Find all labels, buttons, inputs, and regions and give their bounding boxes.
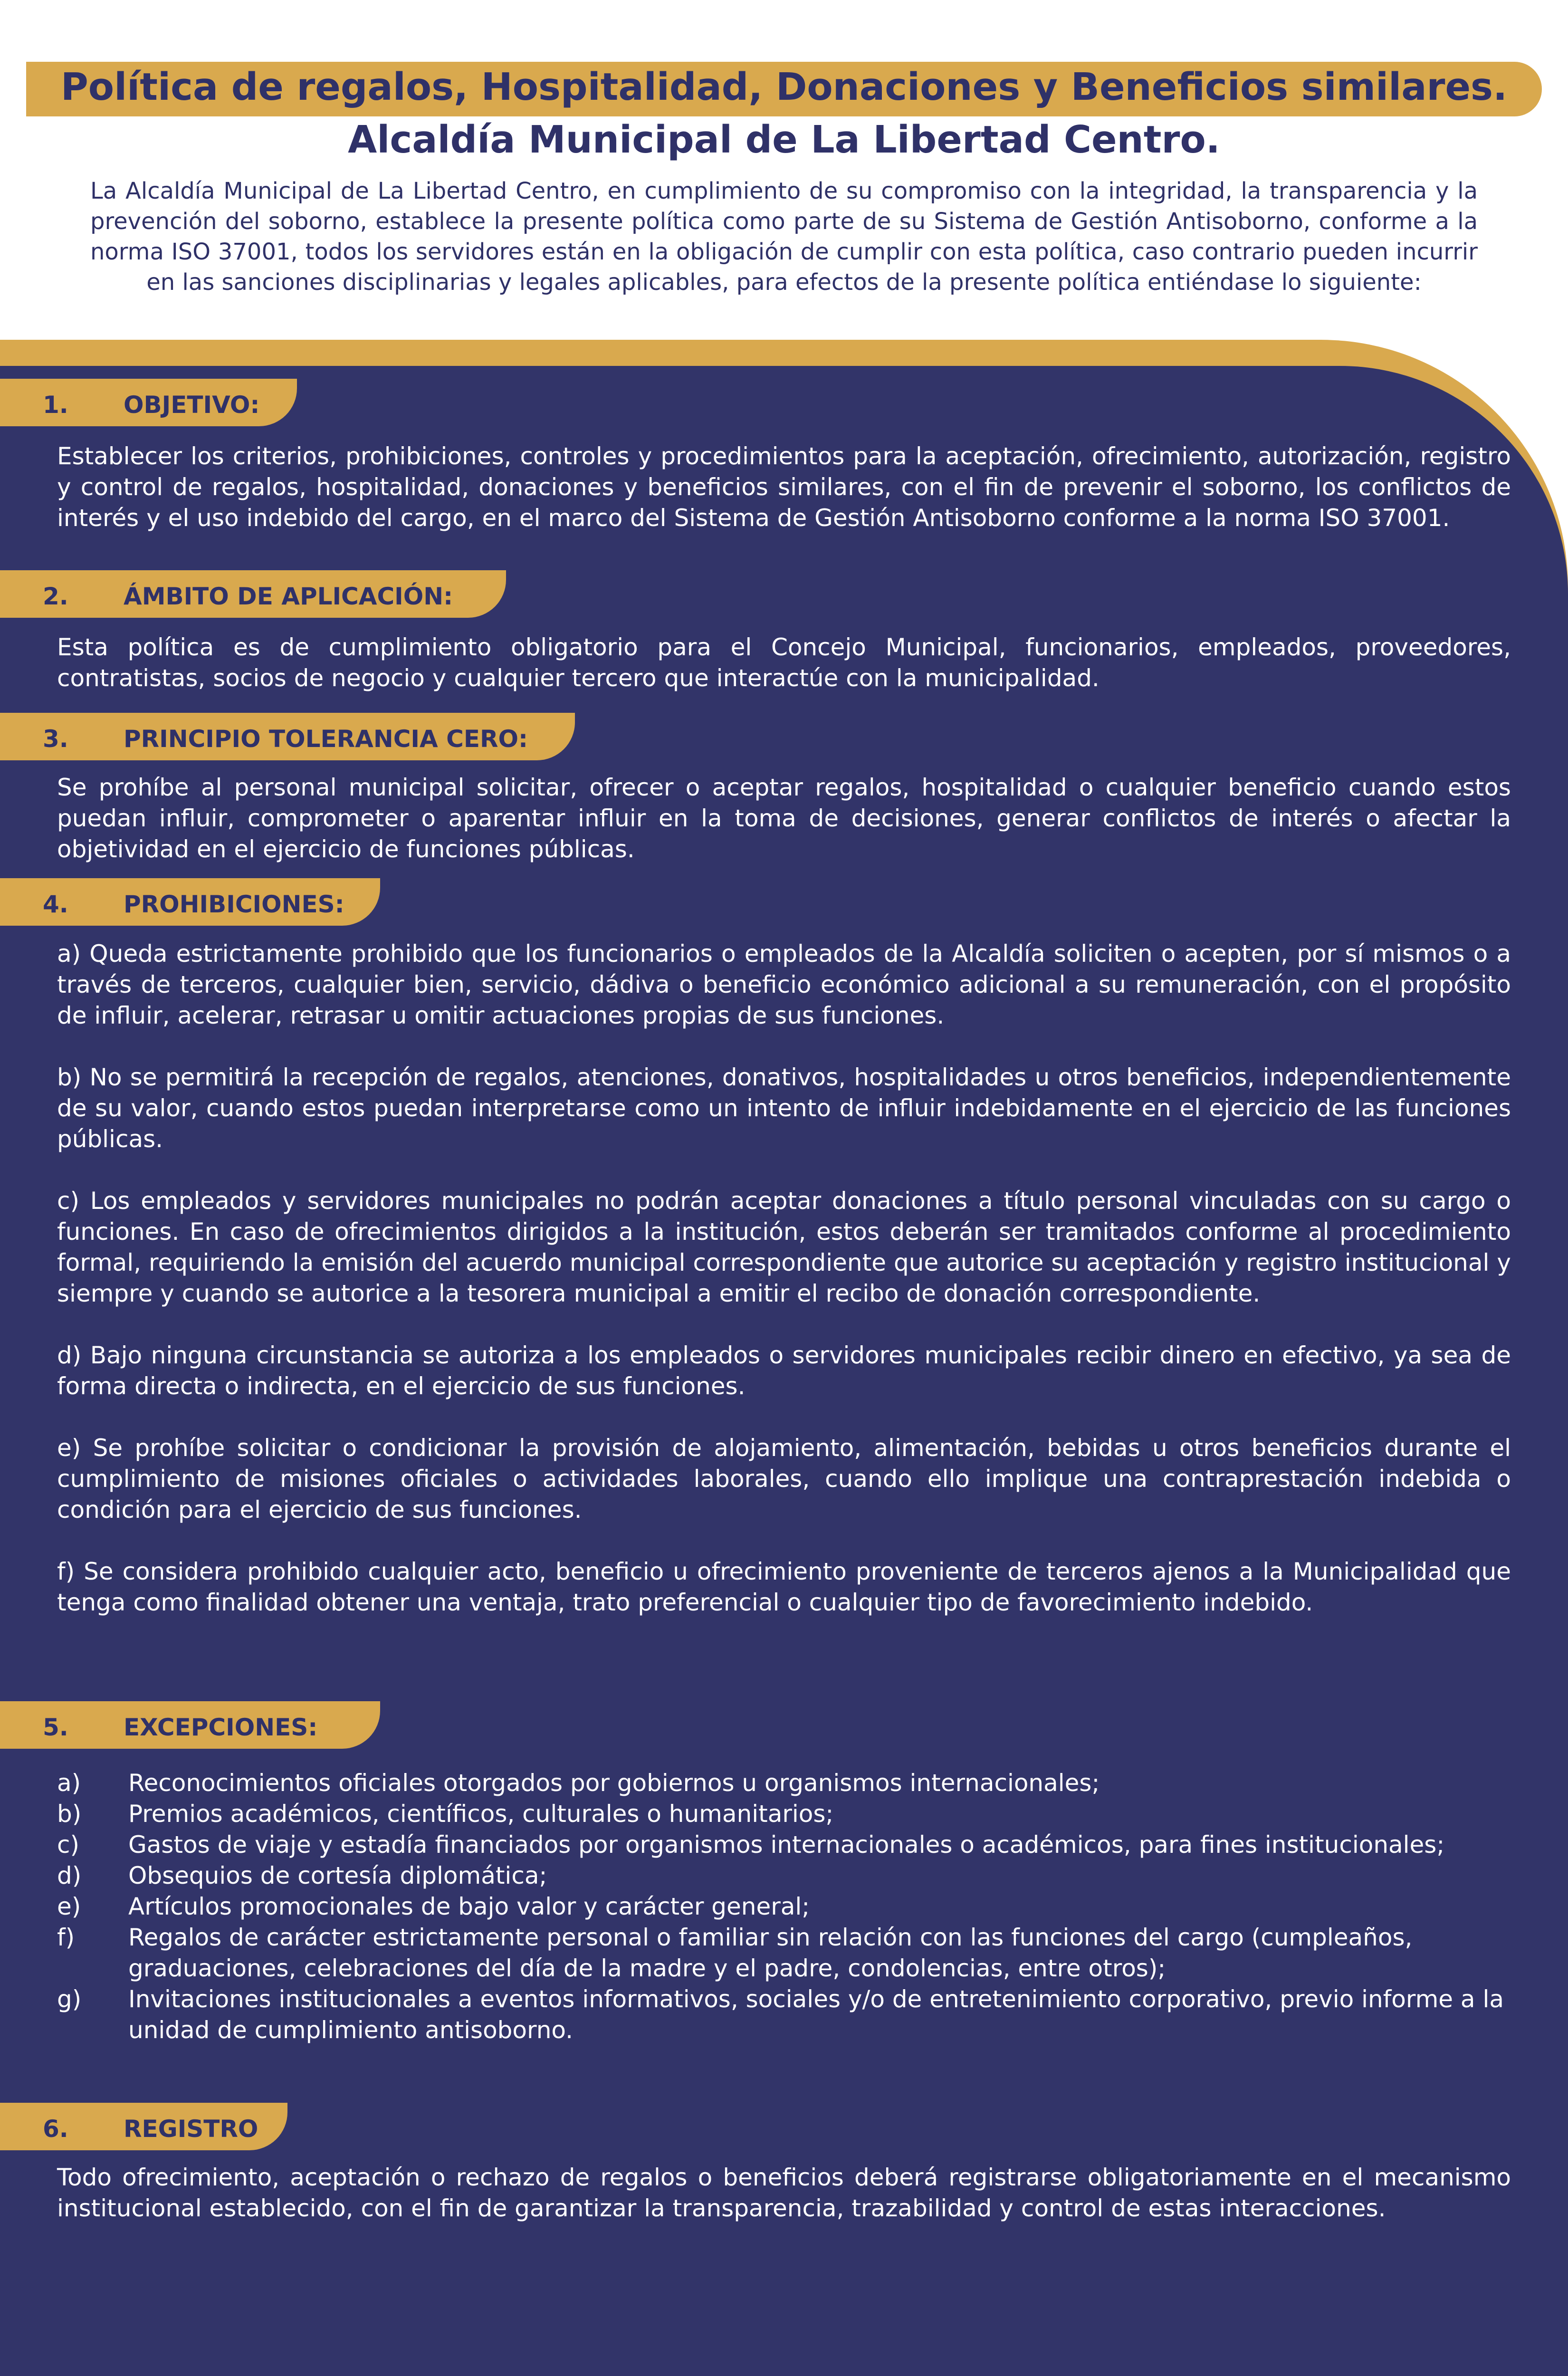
section-6-heading xyxy=(0,2103,287,2150)
list-item-letter: b) xyxy=(57,1800,82,1828)
list-item xyxy=(57,1984,1535,2046)
section-paragraph: Establecer los criterios, prohibiciones, controles y procedimientos para la aceptación, ofrecimiento, autorización, registro y control de regalos, hospitalidad, donaciones y beneficios similares, con el fin de prevenir el soborno, los conflictos de interés y el uso indebido del cargo, en el marco del Sistema de Gestión Antisoborno conforme a la norma ISO 37001. xyxy=(57,442,1511,532)
section-1-heading xyxy=(0,379,297,426)
list-item-text: Premios académicos, científicos, culturales o humanitarios; xyxy=(128,1800,834,1828)
list-item-text: Obsequios de cortesía diplomática; xyxy=(128,1862,547,1889)
list-item-letter: a) xyxy=(57,1769,81,1797)
list-item xyxy=(57,1860,1535,1891)
section-4-heading xyxy=(0,878,380,926)
section-label: REGISTRO xyxy=(124,2115,258,2143)
section-paragraph: Todo ofrecimiento, aceptación o rechazo de regalos o beneficios deberá registrarse obligatoriamente en el mecanismo institucional establecido, con el fin de garantizar la transparencia, trazabilidad y control de estas interacciones. xyxy=(57,2164,1511,2222)
prohibition-e: e) Se prohíbe solicitar o condicionar la provisión de alojamiento, alimentación, bebidas u otros beneficios durante el cumplimiento de misiones oficiales o actividades laborales, cuando ello implique una contraprestación indebida o condición para el ejercicio de sus funciones. xyxy=(57,1434,1511,1523)
section-2-heading xyxy=(0,570,506,618)
exceptions-list xyxy=(57,1768,1535,2046)
section-1-body xyxy=(57,441,1511,534)
list-item xyxy=(57,1891,1535,1922)
section-label: PROHIBICIONES: xyxy=(124,891,344,918)
list-item xyxy=(57,1922,1535,1984)
section-label: OBJETIVO: xyxy=(124,391,260,419)
prohibition-d: d) Bajo ninguna circunstancia se autoriza a los empleados o servidores municipales recibir dinero en efectivo, ya sea de forma directa o indirecta, en el ejercicio de sus funciones. xyxy=(57,1341,1511,1400)
section-3-body xyxy=(57,772,1511,865)
section-6-body xyxy=(57,2162,1511,2224)
section-label: ÁMBITO DE APLICACIÓN: xyxy=(124,583,453,610)
list-item xyxy=(57,1830,1535,1860)
document-subtitle: Alcaldía Municipal de La Libertad Centro. xyxy=(348,118,1220,162)
section-number: 4. xyxy=(43,891,68,918)
section-paragraph: Se prohíbe al personal municipal solicitar, ofrecer o aceptar regalos, hospitalidad o cualquier beneficio cuando estos puedan influir, comprometer o aparentar influir en la toma de decisiones, generar conflictos de interés o afectar la objetividad en el ejercicio de funciones públicas. xyxy=(57,774,1511,863)
section-4-body xyxy=(57,939,1511,1618)
list-item-text: Gastos de viaje y estadía financiados por organismos internacionales o académicos, para fines institucionales; xyxy=(128,1831,1445,1859)
list-item xyxy=(57,1768,1535,1799)
list-item-text: Invitaciones institucionales a eventos informativos, sociales y/o de entretenimiento corporativo, previo informe a la unidad de cumplimiento antisoborno. xyxy=(128,1985,1504,2044)
prohibition-f: f) Se considera prohibido cualquier acto, beneficio u ofrecimiento proveniente de terceros ajenos a la Municipalidad que tenga como finalidad obtener una ventaja, trato preferencial o cualquier tipo de favorecimiento indebido. xyxy=(57,1558,1511,1616)
section-2-body xyxy=(57,632,1511,694)
section-number: 2. xyxy=(43,583,68,610)
section-number: 3. xyxy=(43,725,68,753)
prohibition-a: a) Queda estrictamente prohibido que los funcionarios o empleados de la Alcaldía soliciten o acepten, por sí mismos o a través de terceros, cualquier bien, servicio, dádiva o beneficio económico adicional a su remuneración, con el propósito de influir, acelerar, retrasar u omitir actuaciones propias de sus funciones. xyxy=(57,940,1511,1029)
section-5-heading xyxy=(0,1701,380,1749)
list-item xyxy=(57,1799,1535,1830)
section-3-heading xyxy=(0,713,575,760)
section-label: EXCEPCIONES: xyxy=(124,1714,318,1741)
section-paragraph: Esta política es de cumplimiento obligatorio para el Concejo Municipal, funcionarios, empleados, proveedores, contratistas, socios de negocio y cualquier tercero que interactúe con la municipalidad. xyxy=(57,633,1511,692)
list-item-letter: g) xyxy=(57,1985,82,2013)
list-item-text: Artículos promocionales de bajo valor y carácter general; xyxy=(128,1893,810,1920)
document-header xyxy=(0,0,1568,342)
prohibition-c: c) Los empleados y servidores municipales no podrán aceptar donaciones a título personal vinculadas con su cargo o funciones. En caso de ofrecimientos dirigidos a la institución, estos deberán ser tramitados conforme al procedimiento formal, requiriendo la emisión del acuerdo municipal correspondiente que autorice su aceptación y registro institucional y siempre y cuando se autorice a la tesorera municipal a emitir el recibo de donación correspondiente. xyxy=(57,1187,1511,1307)
list-item-letter: c) xyxy=(57,1831,79,1859)
list-item-text: Regalos de carácter estrictamente personal o familiar sin relación con las funciones del cargo (cumpleaños, graduaciones, celebraciones del día de la madre y el padre, condolencias, entre otros); xyxy=(128,1924,1413,1982)
section-number: 1. xyxy=(43,391,68,419)
list-item-letter: d) xyxy=(57,1862,82,1889)
list-item-text: Reconocimientos oficiales otorgados por gobiernos u organismos internacionales; xyxy=(128,1769,1100,1797)
section-number: 6. xyxy=(43,2115,68,2143)
intro-paragraph: La Alcaldía Municipal de La Libertad Centro, en cumplimiento de su compromiso con la integridad, la transparencia y la prevención del soborno, establece la presente política como parte de su Sistema de Gestión Antisoborno, conforme a la norma ISO 37001, todos los servidores están en la obligación de cumplir con esta política, caso contrario pueden incurrir en las sanciones disciplinarias y legales aplicables, para efectos de la presente política entiéndase lo siguiente: xyxy=(90,178,1478,296)
list-item-letter: e) xyxy=(57,1893,81,1920)
section-label: PRINCIPIO TOLERANCIA CERO: xyxy=(124,725,528,753)
list-item-letter: f) xyxy=(57,1924,75,1951)
section-number: 5. xyxy=(43,1714,68,1741)
prohibition-b: b) No se permitirá la recepción de regalos, atenciones, donativos, hospitalidades u otros beneficios, independientemente de su valor, cuando estos puedan interpretarse como un intento de influir indebidamente en el ejercicio de las funciones públicas. xyxy=(57,1063,1511,1153)
document-title: Política de regalos, Hospitalidad, Donaciones y Beneficios similares. xyxy=(60,65,1508,109)
